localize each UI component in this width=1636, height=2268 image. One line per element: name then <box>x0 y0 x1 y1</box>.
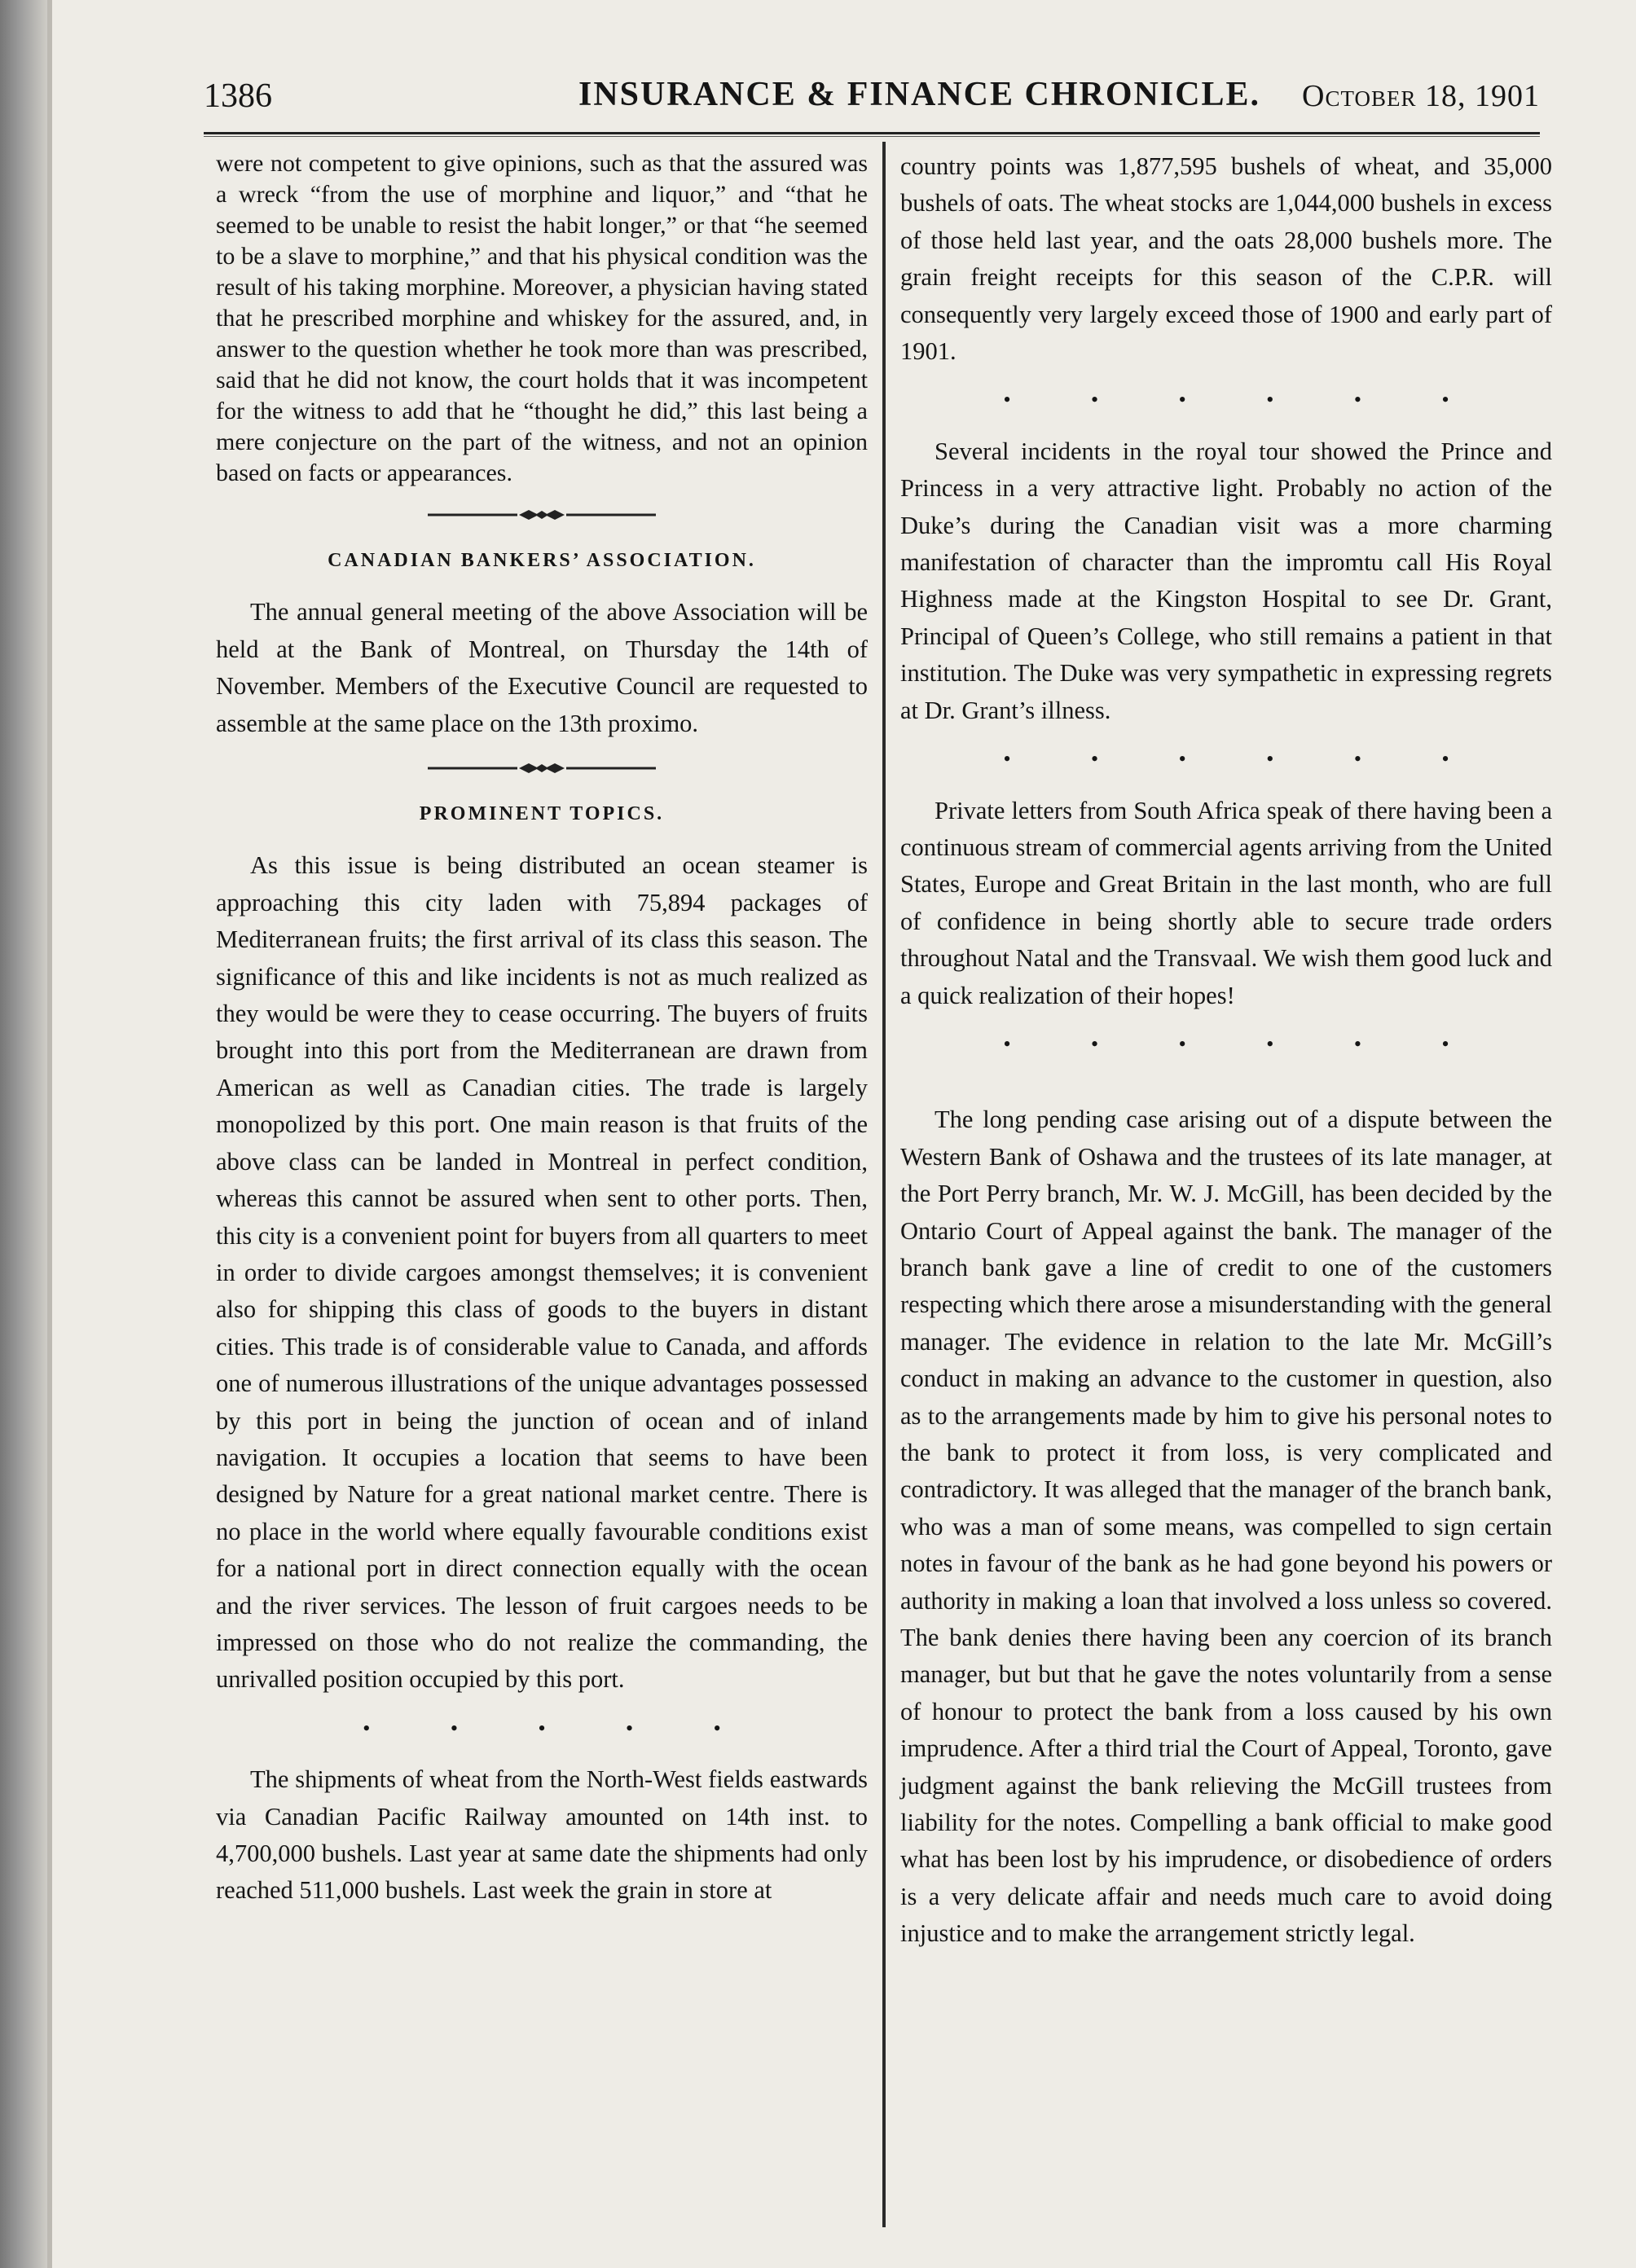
wheat-paragraph: The shipments of wheat from the North-West fields eastwards via Canadian Pacific Railway amounted on 14th inst. to 4,700,000 bushels. Last year at same date the shipments had only reached 511,000 bushels. Last week the grain in store at <box>216 1765 868 1905</box>
topics-heading: PROMINENT TOPICS. <box>419 803 665 825</box>
star-break: • • • • • • <box>1003 1031 1487 1056</box>
page-edge <box>47 0 52 2268</box>
ornament-divider <box>428 508 656 521</box>
bankers-heading: CANADIAN BANKERS’ ASSOCIATION. <box>328 550 756 571</box>
spacer <box>900 1077 1552 1101</box>
right-column <box>900 148 1552 1953</box>
topics-paragraph: As this issue is being distributed an ocean steamer is approaching this city laden with 75,894 packages of Mediterranean fruits; the first arrival of its class this season. The significance of this and like incidents is not as much realized as they would be were they to cease occurring. The buyers of fruits brought into this port from the Mediterranean are drawn from American as well as Canadian cities. The trade is largely monopolized by this port. One main reason is that fruits of the above class can be landed in Montreal in perfect condition, whereas this cannot be assured when sent to other ports. Then, this city is a convenient point for buyers from all quarters to meet in order to divide cargoes amongst themselves; it is convenient also for shipping this class of goods to the buyers in distant cities. This trade is of considerable value to Canada, and affords one of numerous illustrations of the unique advantages possessed by this port in being the junction of ocean and of inland navigation. It occupies a location that seems to have been designed by Nature for a great national market centre. There is no place in the world where equally favourable conditions exist for a national port in direct connection equally with the ocean and the river services. The lesson of fruit cargoes needs to be impressed on those who do not realize the commanding, the unrivalled position occupied by this port. <box>216 851 868 1694</box>
royal-tour-paragraph: Several incidents in the royal tour showed the Prince and Princess in a very attractive light. Probably no action of the Duke’s during the Canadian visit was a more charming manifestation of character than the impromtu call His Royal Highness made at the Kingston Hospital to see Dr. Grant, Principal of Queen’s College, who still remains a patient in that institution. The Duke was very sympathetic in expressing regrets at Dr. Grant’s illness. <box>900 437 1552 724</box>
bank-case-paragraph: The long pending case arising out of a dispute between the Western Bank of Oshawa and the trustees of its late manager, at the Port Perry branch, Mr. W. J. McGill, has been decided by the Ontario Court of Appeal against the bank. The manager of the branch bank gave a line of credit to one of the customers respecting which there arose a misunderstanding with the general manager. The evidence in relation to the late Mr. McGill’s conduct in making an advance to the customer in question, also as to the arrangements made by him to give his personal notes to the bank to protect it from loss, is very complicated and contradictory. It was alleged that the manager of the branch bank, who was a man of some means, was compelled to sign certain notes in favour of the bank as he had gone beyond his powers or authority in making a loan that involved a loss unless so covered. The bank denies there having been any coercion of its branch manager, but but that he gave the notes voluntarily from a sense of honour to protect the bank from a loss caused by his own imprudence. After a third trial the Court of Appeal, Toronto, gave judgment against the bank relieving the McGill trustees from liability for the notes. Compelling a bank official to make good what has been lost by his imprudence, or disobedience of orders is a very delicate affair and needs much care to avoid doing injustice and to make the arrangement strictly legal. <box>900 1105 1552 1948</box>
south-africa-paragraph: Private letters from South Africa speak of there having been a continuous stream of commercial agents arriving from the United States, Europe and Great Britain in the last month, who are full of confidence in being shortly able to secure trade orders throughout Natal and the Transvaal. We wish them good luck and a quick realization of their hopes! <box>900 796 1552 1009</box>
ornament-divider <box>428 762 656 775</box>
binding-shadow <box>0 0 47 2268</box>
star-break: • • • • • <box>363 1716 759 1740</box>
publication-title: INSURANCE & FINANCE CHRONICLE. <box>578 76 1261 113</box>
column-divider <box>882 142 886 2227</box>
star-break: • • • • • • <box>1003 388 1487 412</box>
wheat-continued-paragraph: country points was 1,877,595 bushels of wheat, and 35,000 bushels of oats. The wheat stocks are 1,044,000 bushels in excess of those held last year, and the oats 28,000 bushels more. The grain freight receipts for this season of the C.P.R. will consequently very largely exceed those of 1900 and early part of 1901. <box>900 152 1552 366</box>
issue-date: October 18, 1901 <box>1302 79 1540 113</box>
header-rule <box>204 132 1540 137</box>
bankers-paragraph: The annual general meeting of the above Association will be held at the Bank of Montreal, on Thursday the 14th of November. Members of the Executive Council are requested to assemble at the same place on the 13th proximo. <box>216 598 868 737</box>
page-header <box>204 70 1540 127</box>
page-number: 1386 <box>204 77 272 115</box>
intro-paragraph: were not competent to give opinions, such as that the assured was a wreck “from the use of morphine and liquor,” and “that he seemed to be unable to resist the habit longer,” or that “he seemed to be a slave to morphine,” and that his physical condition was the result of his taking morphine. Moreover, a physician having stated that he prescribed morphine and whiskey for the assured, and, in answer to the question whether he took more than was prescribed, said that he did not know, the court holds that it was incompetent for the witness to add that he “thought he did,” this last being a mere conjecture on the part of the witness, and not an opinion based on facts or appearances. <box>216 150 868 486</box>
star-break: • • • • • • <box>1003 747 1487 771</box>
left-column <box>216 148 868 1910</box>
